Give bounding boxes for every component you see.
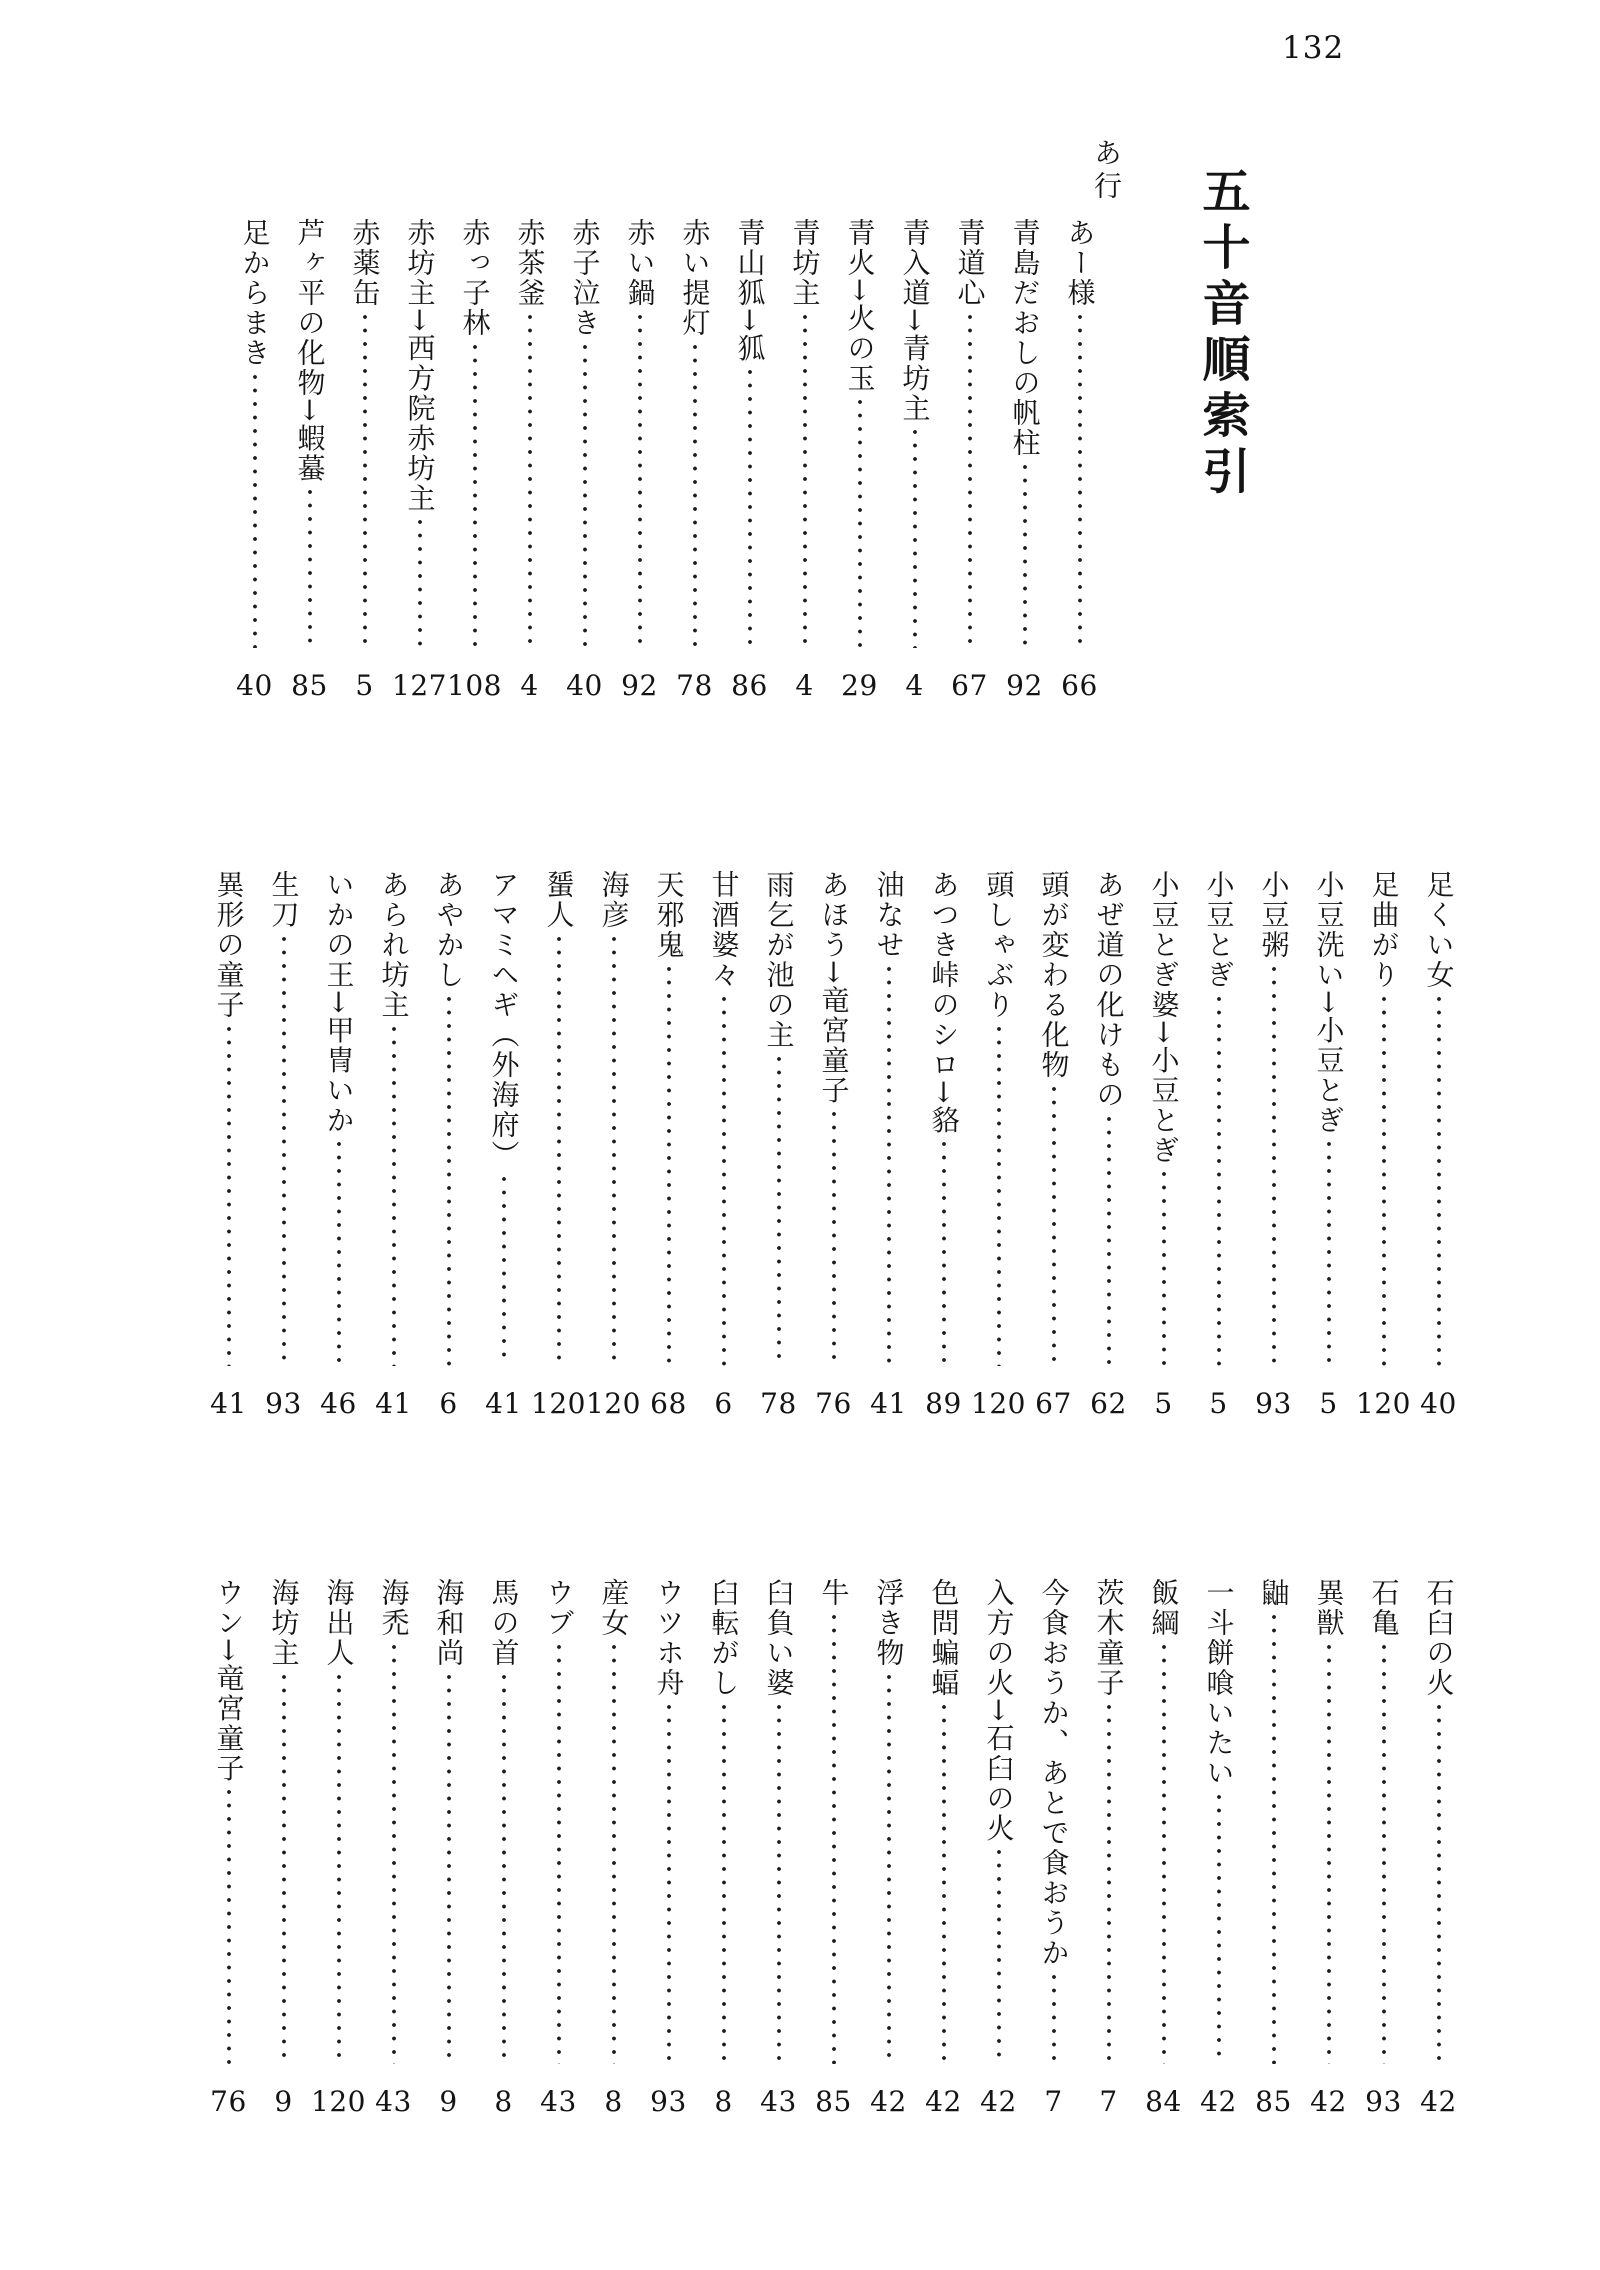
index-entry	[806, 870, 861, 1420]
entry-term: あぜ道の化けもの	[1092, 870, 1126, 1110]
index-entry	[832, 218, 887, 702]
entry-page-number: 40	[1420, 1387, 1457, 1420]
entry-page-number: 41	[870, 1387, 907, 1420]
index-entry	[531, 1578, 586, 2118]
entry-page-number: 93	[1365, 2085, 1402, 2118]
dot-leader	[1436, 1703, 1442, 2064]
entry-page-number: 8	[714, 2085, 733, 2118]
entry-term: 芦ヶ平の化物→蝦蟇	[293, 218, 327, 484]
dot-leader	[556, 1643, 562, 2064]
dot-leader	[611, 935, 617, 1366]
entry-page-number: 43	[760, 2085, 797, 2118]
entry-term: 石亀	[1367, 1578, 1401, 1638]
dot-leader	[912, 428, 918, 648]
entry-term: 赤坊主→西方院赤坊主	[403, 218, 437, 514]
index-title: 五十音順索引	[1194, 166, 1250, 502]
dot-leader	[226, 1788, 232, 2064]
index-entry	[696, 870, 751, 1420]
entry-page-number: 5	[1209, 1387, 1228, 1420]
entry-term: 足曲がり	[1367, 870, 1401, 990]
entry-term: 油なせ	[872, 870, 906, 960]
entry-term: 頭が変わる化物	[1037, 870, 1071, 1080]
entry-page-number: 62	[1090, 1387, 1127, 1420]
entry-page-number: 89	[925, 1387, 962, 1420]
entry-page-number: 4	[520, 669, 539, 702]
index-block-2	[201, 870, 1466, 1420]
index-entry	[916, 870, 971, 1420]
entry-page-number: 66	[1061, 669, 1098, 702]
entry-term: 今食おうか、あとで食おうか	[1037, 1578, 1071, 1968]
dot-leader	[1051, 1973, 1057, 2064]
index-entry	[1081, 870, 1136, 1420]
index-entry	[421, 870, 476, 1420]
index-entry	[1411, 870, 1466, 1420]
entry-page-number: 108	[447, 669, 502, 702]
entry-term: 色問蝙蝠	[927, 1578, 961, 1698]
dot-leader	[446, 995, 452, 1366]
entry-page-number: 40	[236, 669, 273, 702]
dot-leader	[776, 1055, 782, 1366]
entry-term: 海彦	[597, 870, 631, 930]
index-entry	[971, 1578, 1026, 2118]
dot-leader	[1216, 1793, 1222, 2064]
dot-leader	[1216, 995, 1222, 1366]
entry-page-number: 120	[971, 1387, 1026, 1420]
entry-page-number: 7	[1044, 2085, 1063, 2118]
index-block-1	[227, 218, 1107, 702]
index-entry	[366, 1578, 421, 2118]
dot-leader	[391, 1643, 397, 2064]
dot-leader	[611, 1643, 617, 2064]
dot-leader	[1271, 1613, 1277, 2064]
entry-page-number: 4	[905, 669, 924, 702]
dot-leader	[1436, 995, 1442, 1366]
entry-term: 飯綱	[1147, 1578, 1181, 1638]
index-entry	[227, 218, 282, 702]
entry-term: 小豆洗い→小豆とぎ	[1312, 870, 1346, 1136]
entry-term: 海坊主	[267, 1578, 301, 1668]
dot-leader	[472, 343, 478, 648]
index-block-3	[201, 1578, 1466, 2118]
index-entry	[1411, 1578, 1466, 2118]
entry-page-number: 120	[586, 1387, 641, 1420]
index-entry	[201, 1578, 256, 2118]
index-entry	[751, 1578, 806, 2118]
index-entry	[861, 870, 916, 1420]
dot-leader	[252, 373, 258, 648]
index-entry	[256, 1578, 311, 2118]
index-entry	[1191, 870, 1246, 1420]
dot-leader	[941, 1703, 947, 2064]
entry-page-number: 5	[1319, 1387, 1338, 1420]
index-entry	[612, 218, 667, 702]
entry-term: 異獣	[1312, 1578, 1346, 1638]
entry-page-number: 93	[265, 1387, 302, 1420]
entry-term: 青山狐→狐	[733, 218, 767, 364]
entry-term: 赤茶釜	[513, 218, 547, 308]
entry-page-number: 85	[1255, 2085, 1292, 2118]
entry-page-number: 43	[540, 2085, 577, 2118]
entry-page-number: 93	[1255, 1387, 1292, 1420]
index-entry	[641, 1578, 696, 2118]
entry-term: 雨乞が池の主	[762, 870, 796, 1050]
entry-page-number: 41	[210, 1387, 247, 1420]
entry-term: あられ坊主	[377, 870, 411, 1020]
entry-page-number: 42	[1200, 2085, 1237, 2118]
index-entry	[916, 1578, 971, 2118]
entry-page-number: 42	[870, 2085, 907, 2118]
index-entry	[696, 1578, 751, 2118]
dot-leader	[226, 1025, 232, 1366]
entry-page-number: 85	[291, 669, 328, 702]
entry-page-number: 41	[375, 1387, 412, 1420]
entry-page-number: 127	[392, 669, 447, 702]
entry-page-number: 67	[951, 669, 988, 702]
index-entry	[887, 218, 942, 702]
entry-term: 青坊主	[788, 218, 822, 308]
dot-leader	[831, 1613, 837, 2064]
index-entry	[1301, 1578, 1356, 2118]
dot-leader	[446, 1673, 452, 2064]
index-entry	[751, 870, 806, 1420]
entry-term: 海出人	[322, 1578, 356, 1668]
entry-term: 浮き物	[872, 1578, 906, 1668]
index-entry	[337, 218, 392, 702]
index-entry	[366, 870, 421, 1420]
entry-page-number: 42	[1310, 2085, 1347, 2118]
index-entry	[311, 870, 366, 1420]
dot-leader	[1051, 1085, 1057, 1366]
dot-leader	[967, 313, 973, 648]
entry-term: 足からまき	[238, 218, 272, 368]
entry-term: 青島だおしの帆柱	[1008, 218, 1042, 458]
dot-leader	[637, 313, 643, 648]
entry-term: 足くい女	[1422, 870, 1456, 990]
entry-page-number: 42	[980, 2085, 1017, 2118]
entry-term: 一斗餅喰いたい	[1202, 1578, 1236, 1788]
dot-leader	[996, 1025, 1002, 1366]
entry-term: 石臼の火	[1422, 1578, 1456, 1698]
dot-leader	[802, 313, 808, 648]
dot-leader	[281, 1673, 287, 2064]
entry-page-number: 9	[274, 2085, 293, 2118]
entry-term: アマミヘギ（外海府）	[487, 870, 521, 1170]
index-entry	[1136, 870, 1191, 1420]
entry-term: 赤い提灯	[678, 218, 712, 338]
entry-term: 頭しゃぶり	[982, 870, 1016, 1020]
entry-page-number: 93	[650, 2085, 687, 2118]
entry-page-number: 46	[320, 1387, 357, 1420]
dot-leader	[336, 1140, 342, 1366]
dot-leader	[721, 995, 727, 1366]
entry-term: 赤子泣き	[568, 218, 602, 338]
entry-term: ウン→竜宮童子	[212, 1578, 246, 1784]
index-entry	[1026, 1578, 1081, 2118]
entry-term: あー様	[1063, 218, 1097, 308]
dot-leader	[721, 1703, 727, 2064]
entry-page-number: 6	[439, 1387, 458, 1420]
dot-leader	[666, 1703, 672, 2064]
dot-leader	[556, 935, 562, 1366]
entry-page-number: 78	[676, 669, 713, 702]
index-entry	[586, 870, 641, 1420]
entry-term: あやかし	[432, 870, 466, 990]
dot-leader	[1077, 313, 1083, 648]
index-entry	[311, 1578, 366, 2118]
dot-leader	[776, 1703, 782, 2064]
entry-term: 小豆とぎ	[1202, 870, 1236, 990]
index-entry	[1191, 1578, 1246, 2118]
entry-page-number: 43	[375, 2085, 412, 2118]
dot-leader	[582, 343, 588, 648]
index-entry	[641, 870, 696, 1420]
entry-term: 牛	[817, 1578, 851, 1608]
entry-page-number: 86	[731, 669, 768, 702]
index-entry	[557, 218, 612, 702]
entry-page-number: 5	[355, 669, 374, 702]
entry-term: 青道心	[953, 218, 987, 308]
entry-term: 海和尚	[432, 1578, 466, 1668]
entry-page-number: 9	[439, 2085, 458, 2118]
entry-page-number: 120	[531, 1387, 586, 1420]
index-entry	[502, 218, 557, 702]
entry-term: 赤い鍋	[623, 218, 657, 308]
entry-page-number: 42	[925, 2085, 962, 2118]
dot-leader	[857, 398, 863, 648]
index-entry	[282, 218, 337, 702]
dot-leader	[391, 1025, 397, 1366]
entry-term: 赤薬缶	[348, 218, 382, 308]
entry-page-number: 7	[1099, 2085, 1118, 2118]
entry-term: 産女	[597, 1578, 631, 1638]
entry-term: 赤っ子林	[458, 218, 492, 338]
dot-leader	[501, 1673, 507, 2064]
dot-leader	[996, 1848, 1002, 2064]
index-entry	[1136, 1578, 1191, 2118]
index-entry	[1081, 1578, 1136, 2118]
index-entry	[447, 218, 502, 702]
dot-leader	[1106, 1115, 1112, 1366]
entry-term: あつき峠のシロ→貉	[927, 870, 961, 1136]
page-number: 132	[1282, 30, 1345, 66]
entry-page-number: 6	[714, 1387, 733, 1420]
entry-term: 小豆粥	[1257, 870, 1291, 960]
index-entry	[256, 870, 311, 1420]
dot-leader	[1326, 1643, 1332, 2064]
entry-page-number: 67	[1035, 1387, 1072, 1420]
dot-leader	[831, 1110, 837, 1366]
dot-leader	[941, 1140, 947, 1366]
dot-leader	[1381, 995, 1387, 1366]
dot-leader	[417, 518, 423, 648]
entry-term: 蜑人	[542, 870, 576, 930]
dot-leader	[666, 965, 672, 1366]
entry-page-number: 92	[621, 669, 658, 702]
dot-leader	[886, 965, 892, 1366]
dot-leader	[1161, 1643, 1167, 2064]
entry-term: 臼負い婆	[762, 1578, 796, 1698]
entry-page-number: 85	[815, 2085, 852, 2118]
dot-leader	[1161, 1170, 1167, 1366]
dot-leader	[336, 1673, 342, 2064]
dot-leader	[1326, 1140, 1332, 1366]
entry-term: 鼬	[1257, 1578, 1291, 1608]
entry-page-number: 76	[815, 1387, 852, 1420]
entry-page-number: 40	[566, 669, 603, 702]
index-entry	[1052, 218, 1107, 702]
index-entry	[421, 1578, 476, 2118]
entry-term: 青入道→青坊主	[898, 218, 932, 424]
entry-term: 入方の火→石臼の火	[982, 1578, 1016, 1844]
dot-leader	[1271, 965, 1277, 1366]
entry-page-number: 4	[795, 669, 814, 702]
dot-leader	[1022, 463, 1028, 648]
index-entry	[971, 870, 1026, 1420]
entry-term: 小豆とぎ婆→小豆とぎ	[1147, 870, 1181, 1166]
section-header-a-row: あ行	[1090, 138, 1123, 204]
index-entry	[806, 1578, 861, 2118]
entry-page-number: 8	[494, 2085, 513, 2118]
entry-term: 青火→火の玉	[843, 218, 877, 394]
index-entry	[201, 870, 256, 1420]
entry-page-number: 42	[1420, 2085, 1457, 2118]
entry-term: あほう→竜宮童子	[817, 870, 851, 1106]
entry-page-number: 76	[210, 2085, 247, 2118]
index-entry	[476, 870, 531, 1420]
dot-leader	[362, 313, 368, 648]
index-entry	[392, 218, 447, 702]
dot-leader	[692, 343, 698, 648]
entry-page-number: 41	[485, 1387, 522, 1420]
entry-term: いかの王→甲冑いか	[322, 870, 356, 1136]
entry-page-number: 5	[1154, 1387, 1173, 1420]
entry-term: 甘酒婆々	[707, 870, 741, 990]
dot-leader	[1106, 1703, 1112, 2064]
index-entry	[1356, 870, 1411, 1420]
dot-leader	[1381, 1643, 1387, 2064]
entry-page-number: 92	[1006, 669, 1043, 702]
dot-leader	[281, 935, 287, 1366]
dot-leader	[747, 368, 753, 648]
index-entry	[722, 218, 777, 702]
dot-leader	[886, 1673, 892, 2064]
index-entry	[777, 218, 832, 702]
dot-leader	[527, 313, 533, 648]
entry-term: 生刀	[267, 870, 301, 930]
index-entry	[1026, 870, 1081, 1420]
entry-term: 天邪鬼	[652, 870, 686, 960]
index-entry	[1356, 1578, 1411, 2118]
index-entry	[1246, 870, 1301, 1420]
entry-page-number: 8	[604, 2085, 623, 2118]
index-entry	[531, 870, 586, 1420]
entry-term: 馬の首	[487, 1578, 521, 1668]
index-entry	[997, 218, 1052, 702]
entry-term: ウツホ舟	[652, 1578, 686, 1698]
entry-term: 臼転がし	[707, 1578, 741, 1698]
index-entry	[1246, 1578, 1301, 2118]
entry-term: 異形の童子	[212, 870, 246, 1020]
entry-page-number: 84	[1145, 2085, 1182, 2118]
index-entry	[476, 1578, 531, 2118]
dot-leader	[307, 488, 313, 648]
index-entry	[942, 218, 997, 702]
entry-page-number: 29	[841, 669, 878, 702]
index-entry	[667, 218, 722, 702]
entry-page-number: 68	[650, 1387, 687, 1420]
dot-leader	[501, 1175, 507, 1366]
index-entry	[1301, 870, 1356, 1420]
entry-term: 海禿	[377, 1578, 411, 1638]
entry-term: 茨木童子	[1092, 1578, 1126, 1698]
index-entry	[586, 1578, 641, 2118]
index-entry	[861, 1578, 916, 2118]
entry-page-number: 78	[760, 1387, 797, 1420]
entry-page-number: 120	[311, 2085, 366, 2118]
entry-term: ウブ	[542, 1578, 576, 1638]
entry-page-number: 120	[1356, 1387, 1411, 1420]
